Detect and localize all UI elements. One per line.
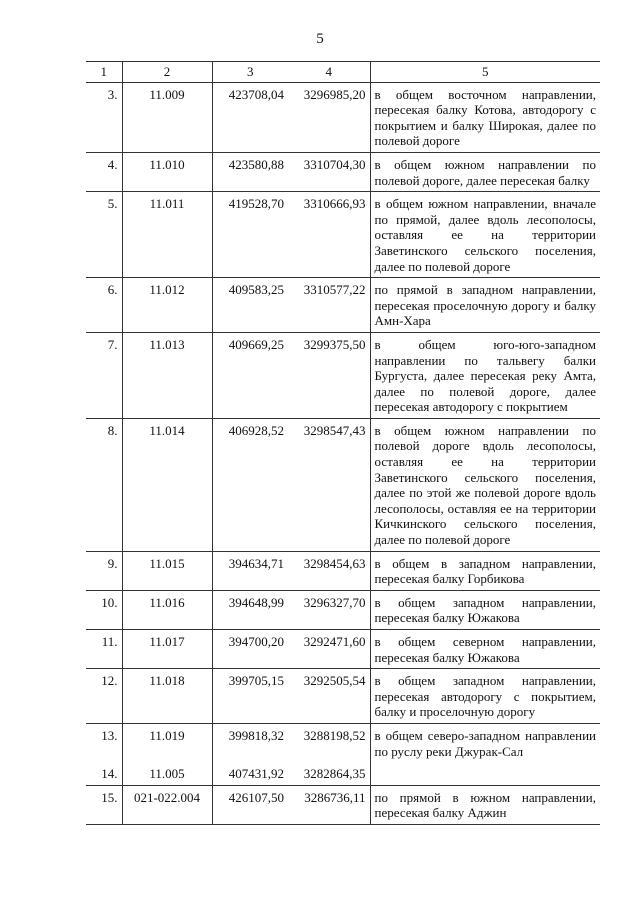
coord-y: 3298547,43: [288, 418, 370, 551]
row-number: 14.: [86, 762, 122, 785]
table-row: [86, 278, 600, 333]
boundary-description: в общем южном направлении по полевой дороге, далее пересекая балку: [370, 152, 600, 191]
row-number: 12.: [86, 669, 122, 724]
coord-x: 409669,25: [212, 332, 288, 418]
coord-x: 394634,71: [212, 551, 288, 590]
coord-y: 3288198,52: [288, 723, 370, 762]
row-number: 3.: [86, 82, 122, 152]
boundary-description: в общем в западном направлении, пересекая балку Горбикова: [370, 551, 600, 590]
boundary-description: в общем восточном направлении, пересекая балку Котова, автодорогу с покрытием и балку Широкая, далее по полевой дороге: [370, 82, 600, 152]
row-number: 11.: [86, 630, 122, 669]
coord-y: 3310577,22: [288, 278, 370, 333]
table-row: [86, 630, 600, 669]
boundary-description: в общем западном направлении, пересекая автодорогу с покрытием, балку и проселочную дорогу: [370, 669, 600, 724]
table-row: [86, 762, 600, 785]
boundary-description: в общем юго-юго-западном направлении по тальвегу балки Бургуста, далее пересекая реку Амта, далее по полевой дороге, далее пересекая автодорогу с покрытием: [370, 332, 600, 418]
point-id: 11.015: [122, 551, 212, 590]
boundary-description: в общем северо-западном направлении по руслу реки Джурак-Сал: [370, 723, 600, 762]
coord-y: 3286736,11: [288, 785, 370, 824]
coord-x: 426107,50: [212, 785, 288, 824]
coord-y: 3296327,70: [288, 590, 370, 629]
table-row: [86, 723, 600, 762]
table-row: [86, 551, 600, 590]
coord-x: 394648,99: [212, 590, 288, 629]
boundary-description: в общем южном направлении по полевой дороге вдоль лесополосы, оставляя ее на территории Заветинского сельского поселения, далее по этой же полевой дороге вдоль лесополосы, оставляя ее на территории Кичкинского сельского поселения, далее по полевой дороге: [370, 418, 600, 551]
point-id: 11.012: [122, 278, 212, 333]
point-id: 11.018: [122, 669, 212, 724]
row-number: 13.: [86, 723, 122, 762]
coord-x: 409583,25: [212, 278, 288, 333]
boundary-description: в общем южном направлении, вначале по прямой, далее вдоль лесополосы, оставляя ее на территории Заветинского сельского поселения, далее по полевой дороге: [370, 192, 600, 278]
coord-y: 3282864,35: [288, 762, 370, 785]
point-id: 11.016: [122, 590, 212, 629]
point-id: 11.010: [122, 152, 212, 191]
row-number: 4.: [86, 152, 122, 191]
point-id: 11.009: [122, 82, 212, 152]
header-cell: 3: [212, 62, 288, 83]
row-number: 8.: [86, 418, 122, 551]
coord-y: 3292471,60: [288, 630, 370, 669]
table-row: [86, 192, 600, 278]
coord-x: 399818,32: [212, 723, 288, 762]
coord-y: 3310666,93: [288, 192, 370, 278]
row-number: 6.: [86, 278, 122, 333]
header-cell: 2: [122, 62, 212, 83]
table-row: [86, 332, 600, 418]
coord-x: 394700,20: [212, 630, 288, 669]
row-number: 10.: [86, 590, 122, 629]
table-row: [86, 152, 600, 191]
coord-y: 3292505,54: [288, 669, 370, 724]
coord-x: 423580,88: [212, 152, 288, 191]
page-number: 5: [316, 31, 324, 47]
coord-x: 423708,04: [212, 82, 288, 152]
table-row: [86, 785, 600, 824]
boundary-table: [86, 61, 600, 825]
table-row: [86, 418, 600, 551]
header-cell: 5: [370, 62, 600, 83]
point-id: 11.005: [122, 762, 212, 785]
boundary-description: по прямой в южном направлении, пересекая балку Аджин: [370, 785, 600, 824]
header-cell: 1: [86, 62, 122, 83]
point-id: 021-022.004: [122, 785, 212, 824]
point-id: 11.019: [122, 723, 212, 762]
coord-y: 3299375,50: [288, 332, 370, 418]
coord-x: 406928,52: [212, 418, 288, 551]
boundary-description: [370, 762, 600, 785]
boundary-description: по прямой в западном направлении, пересекая проселочную дорогу и балку Амн-Хара: [370, 278, 600, 333]
coord-y: 3296985,20: [288, 82, 370, 152]
coord-x: 419528,70: [212, 192, 288, 278]
point-id: 11.017: [122, 630, 212, 669]
table-row: [86, 590, 600, 629]
point-id: 11.014: [122, 418, 212, 551]
coord-y: 3310704,30: [288, 152, 370, 191]
row-number: 9.: [86, 551, 122, 590]
point-id: 11.013: [122, 332, 212, 418]
coord-y: 3298454,63: [288, 551, 370, 590]
header-cell: 4: [288, 62, 370, 83]
table-row: [86, 82, 600, 152]
coord-x: 399705,15: [212, 669, 288, 724]
row-number: 7.: [86, 332, 122, 418]
coord-x: 407431,92: [212, 762, 288, 785]
boundary-description: в общем северном направлении, пересекая балку Южакова: [370, 630, 600, 669]
point-id: 11.011: [122, 192, 212, 278]
boundary-description: в общем западном направлении, пересекая балку Южакова: [370, 590, 600, 629]
row-number: 15.: [86, 785, 122, 824]
table-row: [86, 669, 600, 724]
table-header-row: [86, 62, 600, 83]
row-number: 5.: [86, 192, 122, 278]
